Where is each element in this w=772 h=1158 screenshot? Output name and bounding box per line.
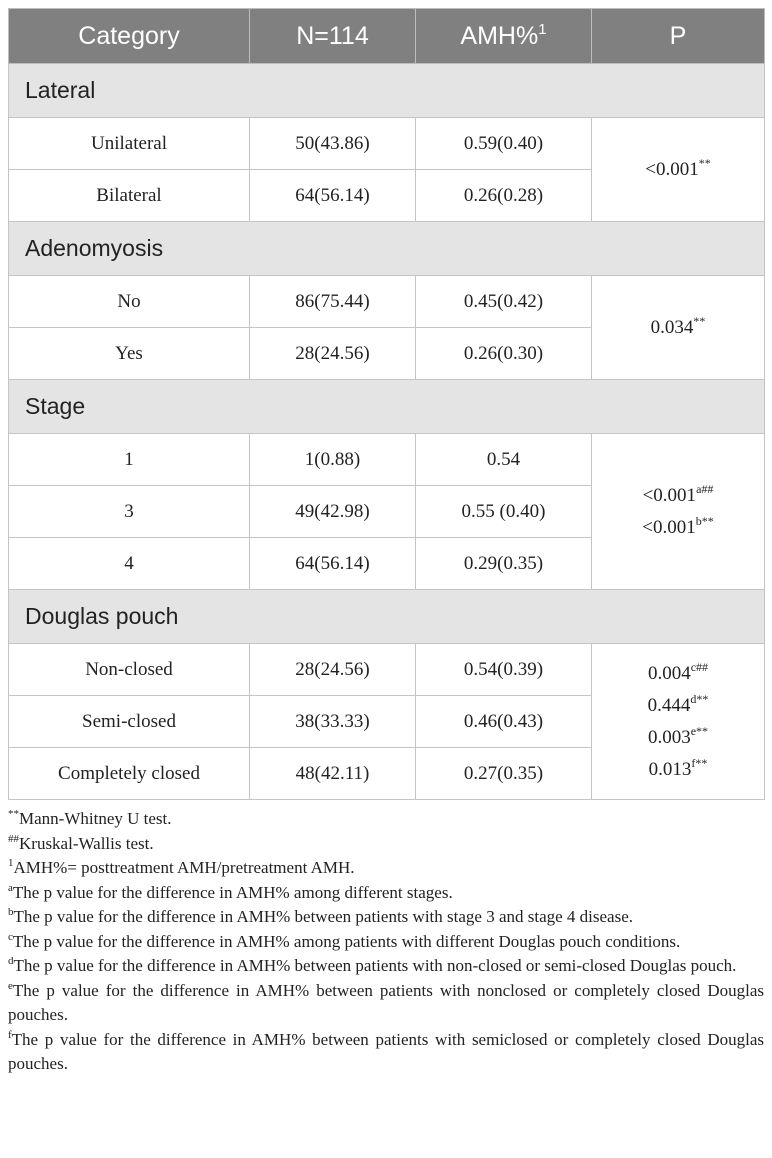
footnote — [8, 930, 764, 955]
p-value: 0.013 — [648, 758, 692, 780]
footnote-text: The p value for the difference in AMH% between patients with stage 3 and stage 4 disease. — [13, 907, 634, 926]
row-label-cell: 3 — [9, 486, 250, 538]
row-n-cell: 48(42.11) — [250, 748, 416, 800]
footnote — [8, 979, 764, 1028]
footnote-text: The p value for the difference in AMH% among patients with different Douglas pouch conditions. — [12, 931, 681, 951]
row-label-cell: No — [9, 276, 250, 328]
row-n-cell: 64(56.14) — [250, 170, 416, 222]
group-label: Adenomyosis — [9, 222, 765, 276]
footnote — [8, 807, 764, 832]
p-value: 0.003 — [647, 726, 691, 748]
header-n: N=114 — [250, 9, 416, 64]
group-label: Lateral — [9, 64, 765, 118]
row-amh-cell: 0.27(0.35) — [416, 748, 592, 800]
footnote-marker: 1 — [8, 857, 14, 869]
row-label-cell: Non-closed — [9, 644, 250, 696]
row-amh-cell: 0.29(0.35) — [416, 538, 592, 590]
group-label: Stage — [9, 380, 765, 434]
header-category: Category — [9, 9, 250, 64]
row-n-cell: 86(75.44) — [250, 276, 416, 328]
footnote — [8, 905, 764, 930]
p-value-marker: a## — [696, 481, 714, 496]
footnote-marker: f — [8, 1028, 12, 1041]
row-amh-cell: 0.45(0.42) — [416, 276, 592, 328]
footnote — [8, 954, 764, 979]
table-row — [9, 434, 765, 486]
p-value-marker: ** — [693, 313, 706, 328]
footnote-marker: ** — [8, 808, 19, 820]
footnote — [8, 856, 764, 881]
header-row — [9, 9, 765, 64]
row-amh-cell: 0.54(0.39) — [416, 644, 592, 696]
footnote — [8, 881, 764, 906]
group-label: Douglas pouch — [9, 590, 765, 644]
footnote-text: The p value for the difference in AMH% between patients with semiclosed or completely closed Douglas pouches. — [8, 1029, 764, 1073]
row-amh-cell: 0.26(0.30) — [416, 328, 592, 380]
footnote-marker: c — [8, 930, 13, 943]
row-label-cell: Semi-closed — [9, 696, 250, 748]
footnote-marker: d — [8, 955, 14, 967]
p-value-marker: f** — [691, 755, 708, 770]
row-n-cell: 28(24.56) — [250, 328, 416, 380]
row-amh-cell: 0.54 — [416, 434, 592, 486]
footnote-marker: e — [8, 979, 13, 992]
p-value: <0.001 — [645, 158, 699, 180]
group-row — [9, 380, 765, 434]
group-row — [9, 590, 765, 644]
row-label-cell: Bilateral — [9, 170, 250, 222]
row-amh-cell: 0.59(0.40) — [416, 118, 592, 170]
footnote-text: The p value for the difference in AMH% among different stages. — [12, 882, 453, 902]
table-body — [9, 64, 765, 800]
p-value-line — [592, 658, 764, 690]
row-n-cell: 38(33.33) — [250, 696, 416, 748]
header-amh-label: AMH% — [460, 21, 539, 50]
p-value: <0.001 — [642, 484, 697, 506]
row-n-cell: 49(42.98) — [250, 486, 416, 538]
group-row — [9, 64, 765, 118]
p-value-cell — [592, 644, 765, 800]
row-label-cell: 4 — [9, 538, 250, 590]
row-n-cell: 1(0.88) — [250, 434, 416, 486]
p-value: 0.034 — [650, 316, 694, 338]
results-table — [8, 8, 765, 800]
p-value: <0.001 — [642, 516, 696, 538]
table-row — [9, 118, 765, 170]
footnote-marker: b — [8, 906, 14, 918]
row-label-cell: Yes — [9, 328, 250, 380]
footnotes — [8, 807, 764, 1077]
p-value-cell — [592, 434, 765, 590]
p-value-cell — [592, 276, 765, 380]
footnote — [8, 832, 764, 857]
group-row — [9, 222, 765, 276]
p-value-line — [592, 754, 764, 786]
row-amh-cell: 0.55 (0.40) — [416, 486, 592, 538]
footnote-text: Mann-Whitney U test. — [19, 809, 172, 828]
p-value-cell — [592, 118, 765, 222]
row-n-cell: 50(43.86) — [250, 118, 416, 170]
header-amh-sup: 1 — [538, 20, 547, 38]
p-value-line — [592, 154, 764, 186]
row-n-cell: 28(24.56) — [250, 644, 416, 696]
p-value: 0.004 — [647, 662, 691, 684]
row-label-cell: Unilateral — [9, 118, 250, 170]
row-n-cell: 64(56.14) — [250, 538, 416, 590]
table-row — [9, 276, 765, 328]
row-amh-cell: 0.46(0.43) — [416, 696, 592, 748]
p-value-marker: c## — [690, 659, 709, 674]
footnote-text: The p value for the difference in AMH% between patients with nonclosed or completely closed Douglas pouches. — [8, 980, 764, 1024]
footnote-text: The p value for the difference in AMH% between patients with non-closed or semi-closed Douglas pouch. — [13, 956, 737, 975]
row-label-cell: 1 — [9, 434, 250, 486]
p-value-marker: b** — [695, 513, 714, 528]
p-value-marker: e** — [690, 723, 709, 738]
p-value-line — [592, 312, 764, 344]
p-value-line — [592, 690, 764, 722]
p-value-marker: d** — [690, 691, 709, 706]
p-value-line — [592, 480, 764, 512]
p-value: 0.444 — [647, 694, 691, 716]
header-p: P — [592, 9, 765, 64]
footnote-text: Kruskal-Wallis test. — [19, 833, 154, 853]
p-value-line — [592, 512, 764, 544]
p-value-marker: ** — [698, 155, 711, 170]
footnote — [8, 1028, 764, 1077]
footnote-text: AMH%= posttreatment AMH/pretreatment AMH. — [13, 858, 355, 877]
row-label-cell: Completely closed — [9, 748, 250, 800]
row-amh-cell: 0.26(0.28) — [416, 170, 592, 222]
header-amh — [416, 9, 592, 64]
table-row — [9, 644, 765, 696]
footnote-marker: a — [8, 881, 13, 894]
p-value-line — [592, 722, 764, 754]
footnote-marker: ## — [8, 832, 19, 845]
